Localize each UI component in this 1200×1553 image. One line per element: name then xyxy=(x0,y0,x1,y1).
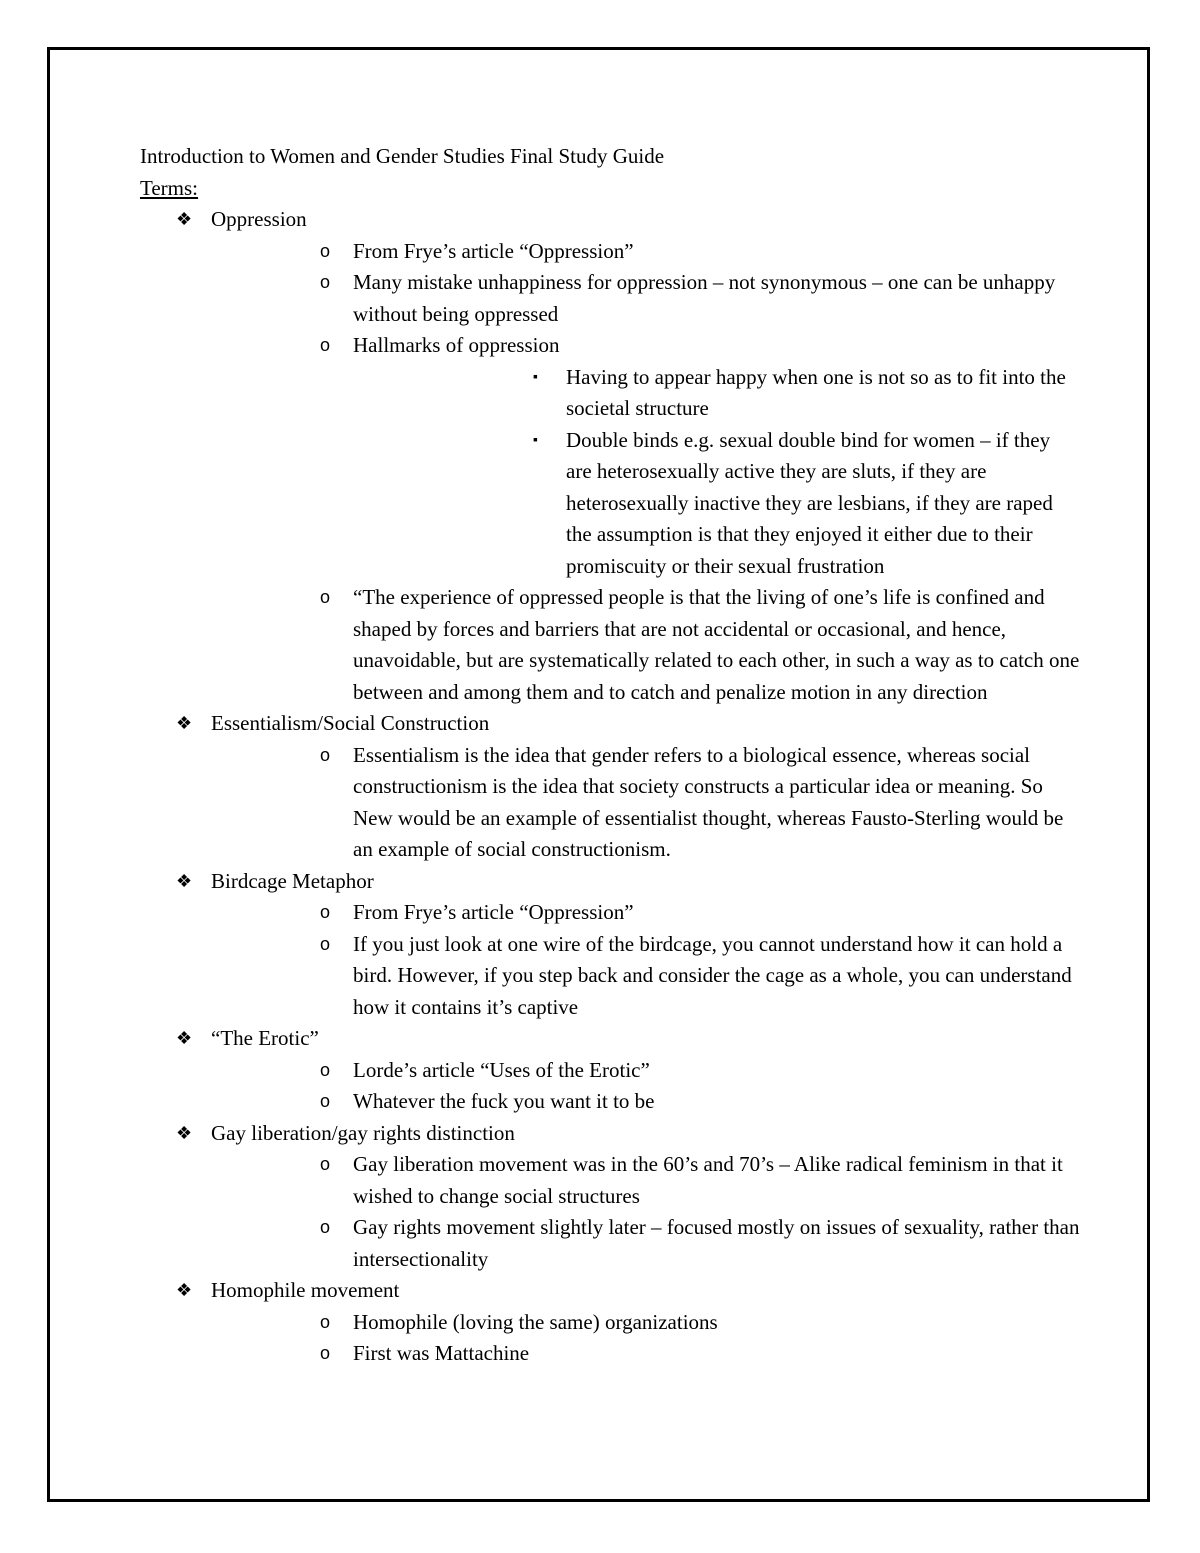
term-details xyxy=(211,1307,1080,1370)
detail-item xyxy=(211,740,1080,866)
terms-list xyxy=(140,204,1080,1370)
study-guide-content xyxy=(140,141,1080,1370)
detail-text: Gay rights movement slightly later – focused mostly on issues of sexuality, rather than intersectionality xyxy=(353,1215,1080,1271)
detail-item xyxy=(211,1212,1080,1275)
circle-bullet-icon: o xyxy=(320,1154,331,1174)
detail-text: Lorde’s article “Uses of the Erotic” xyxy=(353,1057,650,1082)
detail-item xyxy=(211,267,1080,330)
detail-text: If you just look at one wire of the birdcage, you cannot understand how it can hold a bird. However, if you step back and consider the cage as a whole, you can understand how it contains it’s captive xyxy=(353,931,1072,1019)
square-bullet-icon: ▪ xyxy=(533,369,538,385)
circle-bullet-icon: o xyxy=(320,1311,331,1332)
term-item xyxy=(140,1023,1080,1118)
sub-detail-text: Having to appear happy when one is not so as to fit into the societal structure xyxy=(566,364,1066,420)
detail-item xyxy=(211,236,1080,268)
term-label: “The Erotic” xyxy=(211,1026,319,1050)
sub-detail-item xyxy=(353,425,1080,583)
detail-item xyxy=(211,897,1080,929)
circle-bullet-icon: o xyxy=(320,744,331,765)
term-item xyxy=(140,866,1080,1024)
diamond-bullet-icon: ❖ xyxy=(176,870,193,891)
detail-item xyxy=(211,1338,1080,1370)
section-heading: Terms: xyxy=(140,175,199,200)
term-item xyxy=(140,204,1080,708)
sub-detail-item xyxy=(353,362,1080,425)
detail-text: Hallmarks of oppression xyxy=(353,333,560,357)
diamond-bullet-icon: ❖ xyxy=(176,1280,193,1300)
detail-text: Whatever the fuck you want it to be xyxy=(353,1089,655,1113)
detail-text: From Frye’s article “Oppression” xyxy=(353,238,634,263)
document-title: Introduction to Women and Gender Studies Final Study Guide xyxy=(140,144,665,168)
circle-bullet-icon: o xyxy=(320,587,331,607)
circle-bullet-icon: o xyxy=(320,272,331,292)
term-label: Essentialism/Social Construction xyxy=(211,711,490,735)
sub-detail-text: Double binds e.g. sexual double bind for women – if they are heterosexually active they are sluts, if they are heterosexually inactive they are lesbians, if they are raped the assumption is that they enjoyed it either due to their promiscuity or their sexual frustration xyxy=(566,427,1053,578)
detail-item xyxy=(211,1086,1080,1118)
detail-item xyxy=(211,929,1080,1024)
term-item xyxy=(140,708,1080,866)
circle-bullet-icon: o xyxy=(320,240,331,261)
detail-text: Gay liberation movement was in the 60’s and 70’s – Alike radical feminism in that it wished to change social structures xyxy=(353,1152,1063,1208)
detail-text: Homophile (loving the same) organizations xyxy=(353,1309,718,1334)
term-details xyxy=(211,1149,1080,1275)
detail-item xyxy=(211,1149,1080,1212)
circle-bullet-icon: o xyxy=(320,1217,331,1237)
diamond-bullet-icon: ❖ xyxy=(176,209,193,229)
sub-details xyxy=(353,362,1080,583)
square-bullet-icon: ▪ xyxy=(533,432,538,448)
detail-text: Essentialism is the idea that gender refers to a biological essence, whereas social constructionism is the idea that society constructs a particular idea or meaning. So New would be an example of essentialist thought, whereas Fausto-Sterling would be an example of social constructionism. xyxy=(353,742,1064,861)
detail-item xyxy=(211,582,1080,708)
detail-item xyxy=(211,1307,1080,1339)
detail-item xyxy=(211,330,1080,582)
detail-text: First was Mattachine xyxy=(353,1341,530,1365)
detail-item xyxy=(211,1055,1080,1087)
detail-text: “The experience of oppressed people is that the living of one’s life is confined and shaped by forces and barriers that are not accidental or occasional, and hence, unavoidable, but are systematically related to each other, in such a way as to catch one between and among them and to catch and penalize motion in any direction xyxy=(353,585,1080,704)
detail-text: Many mistake unhappiness for oppression – not synonymous – one can be unhappy without being oppressed xyxy=(353,270,1056,326)
diamond-bullet-icon: ❖ xyxy=(176,1028,193,1048)
circle-bullet-icon: o xyxy=(320,335,331,355)
term-label: Birdcage Metaphor xyxy=(211,868,374,893)
term-item xyxy=(140,1275,1080,1370)
term-details xyxy=(211,740,1080,866)
circle-bullet-icon: o xyxy=(320,1059,331,1080)
circle-bullet-icon: o xyxy=(320,902,331,922)
term-details xyxy=(211,236,1080,709)
diamond-bullet-icon: ❖ xyxy=(176,1122,193,1143)
detail-text: From Frye’s article “Oppression” xyxy=(353,900,634,924)
term-label: Oppression xyxy=(211,207,307,231)
circle-bullet-icon: o xyxy=(320,933,331,954)
term-details xyxy=(211,897,1080,1023)
diamond-bullet-icon: ❖ xyxy=(176,713,193,733)
term-label: Homophile movement xyxy=(211,1278,400,1302)
circle-bullet-icon: o xyxy=(320,1091,331,1111)
term-details xyxy=(211,1055,1080,1118)
term-label: Gay liberation/gay rights distinction xyxy=(211,1120,515,1145)
circle-bullet-icon: o xyxy=(320,1343,331,1363)
term-item xyxy=(140,1118,1080,1276)
